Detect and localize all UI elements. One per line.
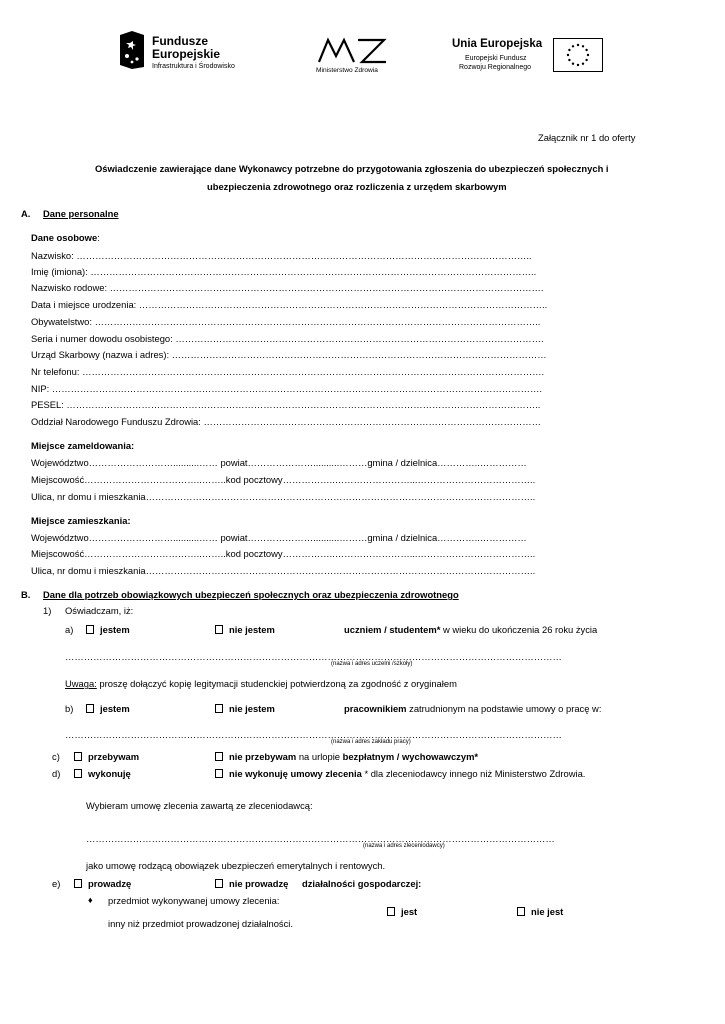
field-birth-date-place[interactable]: Data i miejsce urodzenia: ………………………………………………………………………………………………………………….. — [31, 299, 548, 310]
fe-star-flag-icon — [118, 29, 146, 71]
fe-subtitle: Infrastruktura i Środowisko — [152, 63, 235, 70]
attachment-label: Załącznik nr 1 do oferty — [538, 132, 636, 143]
field-first-names[interactable]: Imię (imiona): …………………………………………………………………………………………………………………………….. — [31, 266, 537, 277]
contractor-name-field[interactable]: …………………………………………………………………………………………………………………………………… — [86, 833, 555, 844]
employer-name-field[interactable]: …………………………………………………………………………………………………………………………………………… — [65, 729, 562, 740]
fe-title-2: Europejskie — [152, 47, 221, 61]
subject-different-text: inny niż przedmiot prowadzonej działalności. — [108, 918, 293, 929]
section-a-letter: A. — [21, 208, 31, 219]
leave-no-checkbox[interactable]: nie przebywam na urlopie bezpłatnym / wychowawczym* — [215, 751, 478, 763]
employee-description: pracownikiem zatrudnionym na podstawie umowy o pracę w: — [344, 703, 602, 714]
school-name-field[interactable]: …………………………………………………………………………………………………………………………………………… — [65, 651, 562, 662]
checkbox-icon — [517, 907, 525, 916]
option-c-label: c) — [52, 751, 60, 762]
residence-street-line[interactable]: Ulica, nr domu i mieszkania…………………………………………………………………………………………………………….. — [31, 565, 536, 576]
checkbox-icon — [74, 879, 82, 888]
document-title-line-2: ubezpieczenia zdrowotnego oraz rozliczenia z urzędem skarbowym — [207, 181, 507, 192]
residence-address-heading: Miejsce zamieszkania: — [31, 515, 131, 526]
item-1-number: 1) — [43, 605, 52, 616]
checkbox-icon — [215, 704, 223, 713]
field-id-number[interactable]: Seria i numer dowodu osobistego: ………………………………………………………………………………………………………. — [31, 333, 544, 344]
field-nfz-branch[interactable]: Oddział Narodowego Funduszu Zdrowia: ……………………………………………………………………………………………… — [31, 416, 541, 427]
eu-sub-2: Rozwoju Regionalnego — [459, 64, 531, 71]
fe-title-1: Fundusze — [152, 34, 208, 48]
employee-no-checkbox[interactable]: nie jestem — [215, 703, 275, 715]
section-a-heading: Dane personalne — [43, 208, 119, 219]
note-line: Uwaga: proszę dołączyć kopię legitymacji studenckiej potwierdzoną za zgodność z oryginałem — [65, 678, 457, 689]
checkbox-icon — [215, 769, 223, 778]
mz-caption: Ministerstwo Zdrowia — [316, 67, 378, 74]
business-no-checkbox[interactable]: nie prowadzę — [215, 878, 288, 890]
personal-data-heading: Dane osobowe: — [31, 232, 100, 243]
school-name-caption: (nazwa i adres uczelni /szkoły) — [331, 661, 413, 667]
registered-city-line[interactable]: Miejscowość………………………………..……..kod pocztowy……………..……………………...……………………………….. — [31, 474, 536, 485]
checkbox-icon — [215, 752, 223, 761]
section-b-letter: B. — [21, 589, 31, 600]
option-a-label: a) — [65, 624, 74, 635]
contractor-name-caption: (nazwa i adres zleceniodawcy) — [363, 843, 445, 849]
choose-contract-text: Wybieram umowę zlecenia zawartą ze zleceniodawcą: — [86, 800, 313, 811]
checkbox-icon — [387, 907, 395, 916]
employer-name-caption: (nazwa i adres zakładu pracy) — [331, 739, 411, 745]
mz-logo-icon — [318, 36, 388, 64]
checkbox-icon — [215, 879, 223, 888]
registered-voivodeship-line[interactable]: Województwo………………………..........…… powiat…………………..........………gmina / dzielnica…………..…………… — [31, 457, 527, 468]
field-citizenship[interactable]: Obywatelstwo: …………………………………………………………………………………………………………………………….. — [31, 316, 541, 327]
field-maiden-name[interactable]: Nazwisko rodowe: …………………………………………………………………………………………………………………………. — [31, 282, 544, 293]
residence-voivodeship-line[interactable]: Województwo………………………..........…… powiat…………………..........………gmina / dzielnica…………..…………… — [31, 532, 527, 543]
eu-title: Unia Europejska — [452, 38, 543, 50]
bullet-diamond-icon: ♦ — [88, 895, 93, 905]
student-no-checkbox[interactable]: nie jestem — [215, 624, 275, 636]
leave-yes-checkbox[interactable]: przebywam — [74, 751, 139, 763]
option-d-label: d) — [52, 768, 61, 779]
contract-yes-checkbox[interactable]: wykonuję — [74, 768, 131, 780]
checkbox-icon — [86, 625, 94, 634]
registered-address-heading: Miejsce zameldowania: — [31, 440, 135, 451]
pension-obligation-text: jako umowę rodzącą obowiązek ubezpieczeń emerytalnych i rentowych. — [86, 860, 386, 871]
checkbox-icon — [86, 704, 94, 713]
option-e-label: e) — [52, 878, 61, 889]
field-pesel[interactable]: PESEL: …………………………………………………………………………………………………………………………………….. — [31, 399, 541, 410]
registered-street-line[interactable]: Ulica, nr domu i mieszkania…………………………………………………………………………………………………………….. — [31, 491, 536, 502]
field-phone[interactable]: Nr telefonu: …………………………………………………………………………………………………………………………………. — [31, 366, 545, 377]
contract-no-checkbox[interactable]: nie wykonuję umowy zlecenia * dla zleceniodawcy innego niż Ministerstwo Zdrowia. — [215, 768, 585, 780]
checkbox-icon — [74, 752, 82, 761]
field-surname[interactable]: Nazwisko: ……………………………………………………………………………………………………………………………….. — [31, 250, 532, 261]
business-label: działalności gospodarczej: — [302, 878, 422, 889]
business-yes-checkbox[interactable]: prowadzę — [74, 878, 131, 890]
employee-yes-checkbox[interactable]: jestem — [86, 703, 130, 715]
section-b-heading: Dane dla potrzeb obowiązkowych ubezpieczeń społecznych oraz ubezpieczenia zdrowotnego — [43, 589, 459, 600]
field-nip[interactable]: NIP: …………………………………………………………………………………………………………………………………………. — [31, 383, 542, 394]
document-title-line-1: Oświadczenie zawierające dane Wykonawcy potrzebne do przygotowania zgłoszenia do ubezpieczeń społecznych i — [95, 163, 609, 174]
checkbox-icon — [215, 625, 223, 634]
checkbox-icon — [74, 769, 82, 778]
student-description: uczniem / studentem* w wieku do ukończenia 26 roku życia — [344, 624, 598, 635]
field-tax-office[interactable]: Urząd Skarbowy (nazwa i adres): ………………………………………………………………………………………………………… — [31, 349, 547, 360]
subject-is-checkbox[interactable]: jest — [387, 906, 417, 918]
residence-city-line[interactable]: Miejscowość………………………………..……..kod pocztowy……………..……………………...……………………………….. — [31, 548, 536, 559]
eu-flag-icon — [553, 38, 603, 72]
contract-subject-text: przedmiot wykonywanej umowy zlecenia: — [108, 895, 280, 906]
option-b-label: b) — [65, 703, 74, 714]
declaration-text: Oświadczam, iż: — [65, 605, 134, 616]
subject-is-not-checkbox[interactable]: nie jest — [517, 906, 563, 918]
eu-sub-1: Europejski Fundusz — [465, 55, 527, 62]
student-yes-checkbox[interactable]: jestem — [86, 624, 130, 636]
